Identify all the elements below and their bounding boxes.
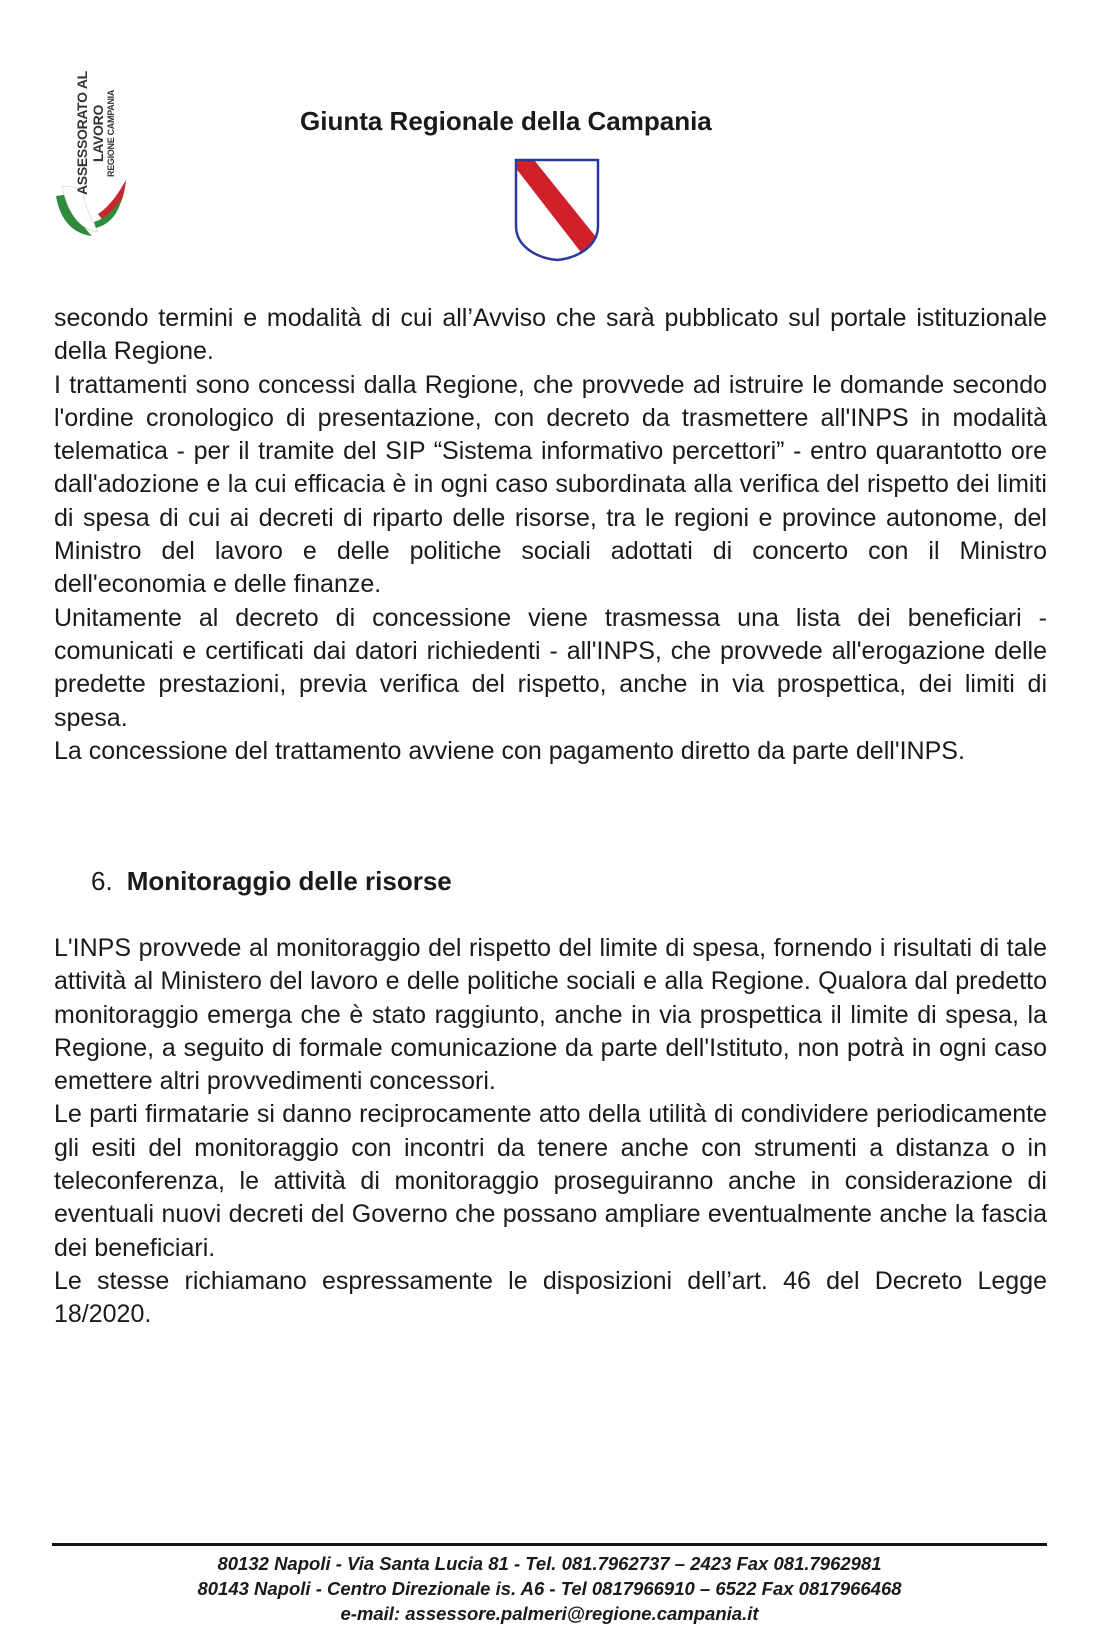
footer-address-1: 80132 Napoli - Via Santa Lucia 81 - Tel. 081.7962737 – 2423 Fax 081.7962981 bbox=[217, 1553, 882, 1574]
page-title: Giunta Regionale della Campania bbox=[300, 106, 712, 136]
logo-line-1: ASSESSORATO AL LAVORO bbox=[74, 71, 106, 195]
footer-divider bbox=[52, 1543, 1047, 1546]
footer-email: e-mail: assessore.palmeri@regione.campania.it bbox=[340, 1603, 759, 1624]
campania-coat-of-arms-icon bbox=[512, 156, 602, 264]
section-heading bbox=[91, 865, 452, 897]
page-footer bbox=[52, 1551, 1047, 1626]
main-text-block bbox=[54, 302, 1047, 768]
paragraph: Unitamente al decreto di concessione viene trasmessa una lista dei beneficiari - comunicati e certificati dai datori richiedenti - all'INPS, che provvede all'erogazione delle predette prestazioni, previa verifica del rispetto, anche in via prospettica, dei limiti di spesa. bbox=[54, 603, 1047, 732]
paragraph: I trattamenti sono concessi dalla Regione, che provvede ad istruire le domande secondo l'ordine cronologico di presentazione, con decreto da trasmettere all'INPS in modalità telematica - per il tramite del SIP “Sistema informativo percettori” - entro quarantotto ore dall'adozione e la cui efficacia è in ogni caso subordinata alla verifica del rispetto dei limiti di spesa di cui ai decreti di riparto delle risorse, tra le regioni e province autonome, del Ministro del lavoro e delle politiche sociali adottati di concerto con il Ministro dell'economia e delle finanze. bbox=[54, 370, 1047, 599]
logo-lettering bbox=[74, 48, 114, 218]
paragraph: La concessione del trattamento avviene con pagamento diretto da parte dell'INPS. bbox=[54, 736, 965, 765]
paragraph: secondo termini e modalità di cui all’Avviso che sarà pubblicato sul portale istituzionale della Regione. bbox=[54, 304, 1047, 366]
section-text-block bbox=[54, 932, 1047, 1332]
paragraph: Le parti firmatarie si danno reciprocamente atto della utilità di condividere periodicamente gli esiti del monitoraggio con incontri da tenere anche con strumenti a distanza o in teleconferenza, le attività di monitoraggio proseguiranno anche in considerazione di eventuali nuovi decreti del Governo che possano ampliare eventualmente anche la fascia dei beneficiari. bbox=[54, 1100, 1047, 1262]
section-number: 6. bbox=[91, 866, 113, 896]
paragraph: Le stesse richiamano espressamente le disposizioni dell’art. 46 del Decreto Legge 18/2020. bbox=[54, 1266, 1047, 1329]
section-title: Monitoraggio delle risorse bbox=[126, 866, 452, 896]
logo-line-2: REGIONE CAMPANIA bbox=[106, 89, 116, 177]
footer-address-2: 80143 Napoli - Centro Direzionale is. A6 - Tel 0817966910 – 6522 Fax 0817966468 bbox=[197, 1578, 902, 1599]
paragraph: L'INPS provvede al monitoraggio del rispetto del limite di spesa, fornendo i risultati di tale attività al Ministero del lavoro e delle politiche sociali e alla Regione. Qualora dal predetto monitoraggio emerga che è stato raggiunto, anche in via prospettica il limite di spesa, la Regione, a seguito di formale comunicazione da parte dell'Istituto, non potrà in ogni caso emettere altri provvedimenti concessori. bbox=[54, 934, 1047, 1096]
